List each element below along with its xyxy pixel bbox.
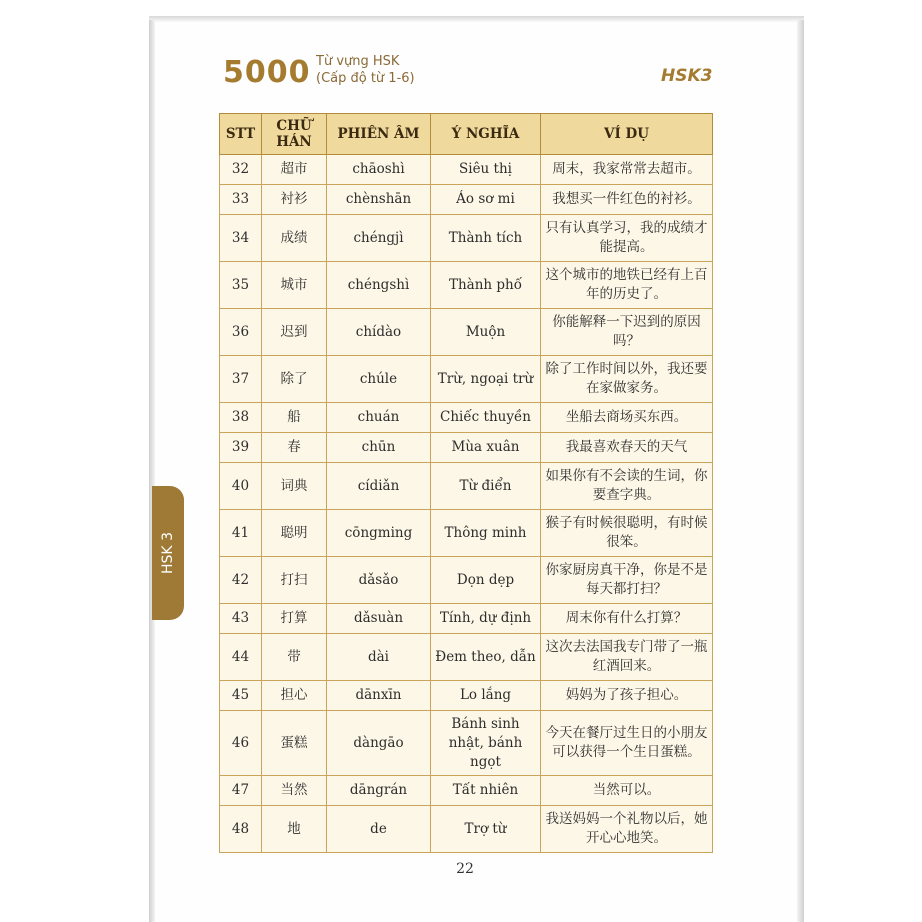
cell-han: 带 <box>262 634 327 681</box>
cell-example: 当然可以。 <box>541 776 713 806</box>
header-subtitle-line2: (Cấp độ từ 1-6) <box>316 71 415 86</box>
cell-han: 超市 <box>262 155 327 185</box>
column-header-example: VÍ DỤ <box>541 114 713 155</box>
cell-han: 打算 <box>262 604 327 634</box>
table-row <box>220 433 713 463</box>
cell-stt: 38 <box>220 403 262 433</box>
cell-example: 我想买一件红色的衬衫。 <box>541 185 713 215</box>
column-header-pinyin: PHIÊN ÂM <box>327 114 431 155</box>
cell-stt: 37 <box>220 356 262 403</box>
column-header-han: CHỮ HÁN <box>262 114 327 155</box>
cell-meaning: Bánh sinh nhật, bánh ngọt <box>431 711 541 776</box>
cell-example: 这次去法国我专门带了一瓶红酒回来。 <box>541 634 713 681</box>
header-level-label: HSK3 <box>661 66 713 86</box>
cell-meaning: Mùa xuân <box>431 433 541 463</box>
table-row <box>220 510 713 557</box>
cell-pinyin: chéngshì <box>327 262 431 309</box>
cell-meaning: Chiếc thuyền <box>431 403 541 433</box>
cell-meaning: Dọn dẹp <box>431 557 541 604</box>
cell-example: 除了工作时间以外，我还要在家做家务。 <box>541 356 713 403</box>
cell-pinyin: cídiǎn <box>327 463 431 510</box>
table-row <box>220 463 713 510</box>
cell-example: 今天在餐厅过生日的小朋友可以获得一个生日蛋糕。 <box>541 711 713 776</box>
cell-example: 如果你有不会读的生词，你要查字典。 <box>541 463 713 510</box>
cell-meaning: Thành tích <box>431 215 541 262</box>
table-row <box>220 776 713 806</box>
table-row <box>220 711 713 776</box>
cell-han: 打扫 <box>262 557 327 604</box>
cell-pinyin: chúle <box>327 356 431 403</box>
cell-pinyin: chídào <box>327 309 431 356</box>
table-row <box>220 155 713 185</box>
cell-stt: 32 <box>220 155 262 185</box>
side-tab-label: HSK 3 <box>160 532 177 574</box>
table-row <box>220 681 713 711</box>
table-row <box>220 185 713 215</box>
cell-han: 蛋糕 <box>262 711 327 776</box>
cell-meaning: Muộn <box>431 309 541 356</box>
cell-stt: 34 <box>220 215 262 262</box>
vocabulary-table <box>219 113 713 853</box>
cell-stt: 42 <box>220 557 262 604</box>
column-header-meaning: Ý NGHĨA <box>431 114 541 155</box>
cell-han: 当然 <box>262 776 327 806</box>
cell-pinyin: de <box>327 806 431 853</box>
cell-pinyin: dānxīn <box>327 681 431 711</box>
table-row <box>220 262 713 309</box>
cell-pinyin: chènshān <box>327 185 431 215</box>
cell-han: 春 <box>262 433 327 463</box>
cell-meaning: Trừ, ngoại trừ <box>431 356 541 403</box>
cell-han: 城市 <box>262 262 327 309</box>
table-body <box>220 155 713 853</box>
cell-han: 迟到 <box>262 309 327 356</box>
table-row <box>220 215 713 262</box>
cell-han: 担心 <box>262 681 327 711</box>
cell-example: 猴子有时候很聪明，有时候很笨。 <box>541 510 713 557</box>
cell-pinyin: chuán <box>327 403 431 433</box>
page-edge-right <box>797 20 804 922</box>
cell-pinyin: cōngming <box>327 510 431 557</box>
table-row <box>220 403 713 433</box>
cell-stt: 48 <box>220 806 262 853</box>
cell-stt: 41 <box>220 510 262 557</box>
table-header-row <box>220 114 713 155</box>
page-number: 22 <box>456 861 474 877</box>
column-header-stt: STT <box>220 114 262 155</box>
table-row <box>220 806 713 853</box>
cell-stt: 39 <box>220 433 262 463</box>
table-row <box>220 557 713 604</box>
cell-example: 周末你有什么打算？ <box>541 604 713 634</box>
cell-han: 衬衫 <box>262 185 327 215</box>
cell-stt: 45 <box>220 681 262 711</box>
cell-meaning: Siêu thị <box>431 155 541 185</box>
cell-han: 除了 <box>262 356 327 403</box>
cell-pinyin: chāoshì <box>327 155 431 185</box>
cell-meaning: Tính, dự định <box>431 604 541 634</box>
cell-meaning: Áo sơ mi <box>431 185 541 215</box>
cell-stt: 43 <box>220 604 262 634</box>
cell-stt: 46 <box>220 711 262 776</box>
cell-stt: 35 <box>220 262 262 309</box>
cell-han: 船 <box>262 403 327 433</box>
cell-han: 聪明 <box>262 510 327 557</box>
cell-stt: 33 <box>220 185 262 215</box>
table-row <box>220 356 713 403</box>
cell-meaning: Trợ từ <box>431 806 541 853</box>
cell-han: 成绩 <box>262 215 327 262</box>
cell-stt: 44 <box>220 634 262 681</box>
cell-han: 地 <box>262 806 327 853</box>
cell-pinyin: dǎsuàn <box>327 604 431 634</box>
cell-pinyin: dǎsǎo <box>327 557 431 604</box>
cell-meaning: Thông minh <box>431 510 541 557</box>
cell-meaning: Thành phố <box>431 262 541 309</box>
cell-pinyin: chūn <box>327 433 431 463</box>
cell-meaning: Tất nhiên <box>431 776 541 806</box>
cell-pinyin: dāngrán <box>327 776 431 806</box>
cell-stt: 40 <box>220 463 262 510</box>
cell-han: 词典 <box>262 463 327 510</box>
table-row <box>220 309 713 356</box>
cell-example: 坐船去商场买东西。 <box>541 403 713 433</box>
cell-meaning: Từ điển <box>431 463 541 510</box>
cell-example: 这个城市的地铁已经有上百年的历史了。 <box>541 262 713 309</box>
header-title-number: 5000 <box>223 55 311 90</box>
cell-example: 我最喜欢春天的天气 <box>541 433 713 463</box>
cell-pinyin: dàngāo <box>327 711 431 776</box>
header-subtitle-line1: Từ vựng HSK <box>316 54 400 69</box>
cell-example: 我送妈妈一个礼物以后，她开心心地笑。 <box>541 806 713 853</box>
cell-stt: 36 <box>220 309 262 356</box>
side-tab <box>152 486 184 620</box>
cell-meaning: Lo lắng <box>431 681 541 711</box>
table-row <box>220 634 713 681</box>
cell-example: 你能解释一下迟到的原因吗？ <box>541 309 713 356</box>
cell-pinyin: dài <box>327 634 431 681</box>
cell-meaning: Đem theo, dẫn <box>431 634 541 681</box>
cell-example: 你家厨房真干净，你是不是每天都打扫？ <box>541 557 713 604</box>
cell-example: 只有认真学习，我的成绩才能提高。 <box>541 215 713 262</box>
table-row <box>220 604 713 634</box>
cell-pinyin: chéngjì <box>327 215 431 262</box>
cell-example: 妈妈为了孩子担心。 <box>541 681 713 711</box>
header-subtitle <box>316 53 415 87</box>
cell-example: 周末，我家常常去超市。 <box>541 155 713 185</box>
cell-stt: 47 <box>220 776 262 806</box>
